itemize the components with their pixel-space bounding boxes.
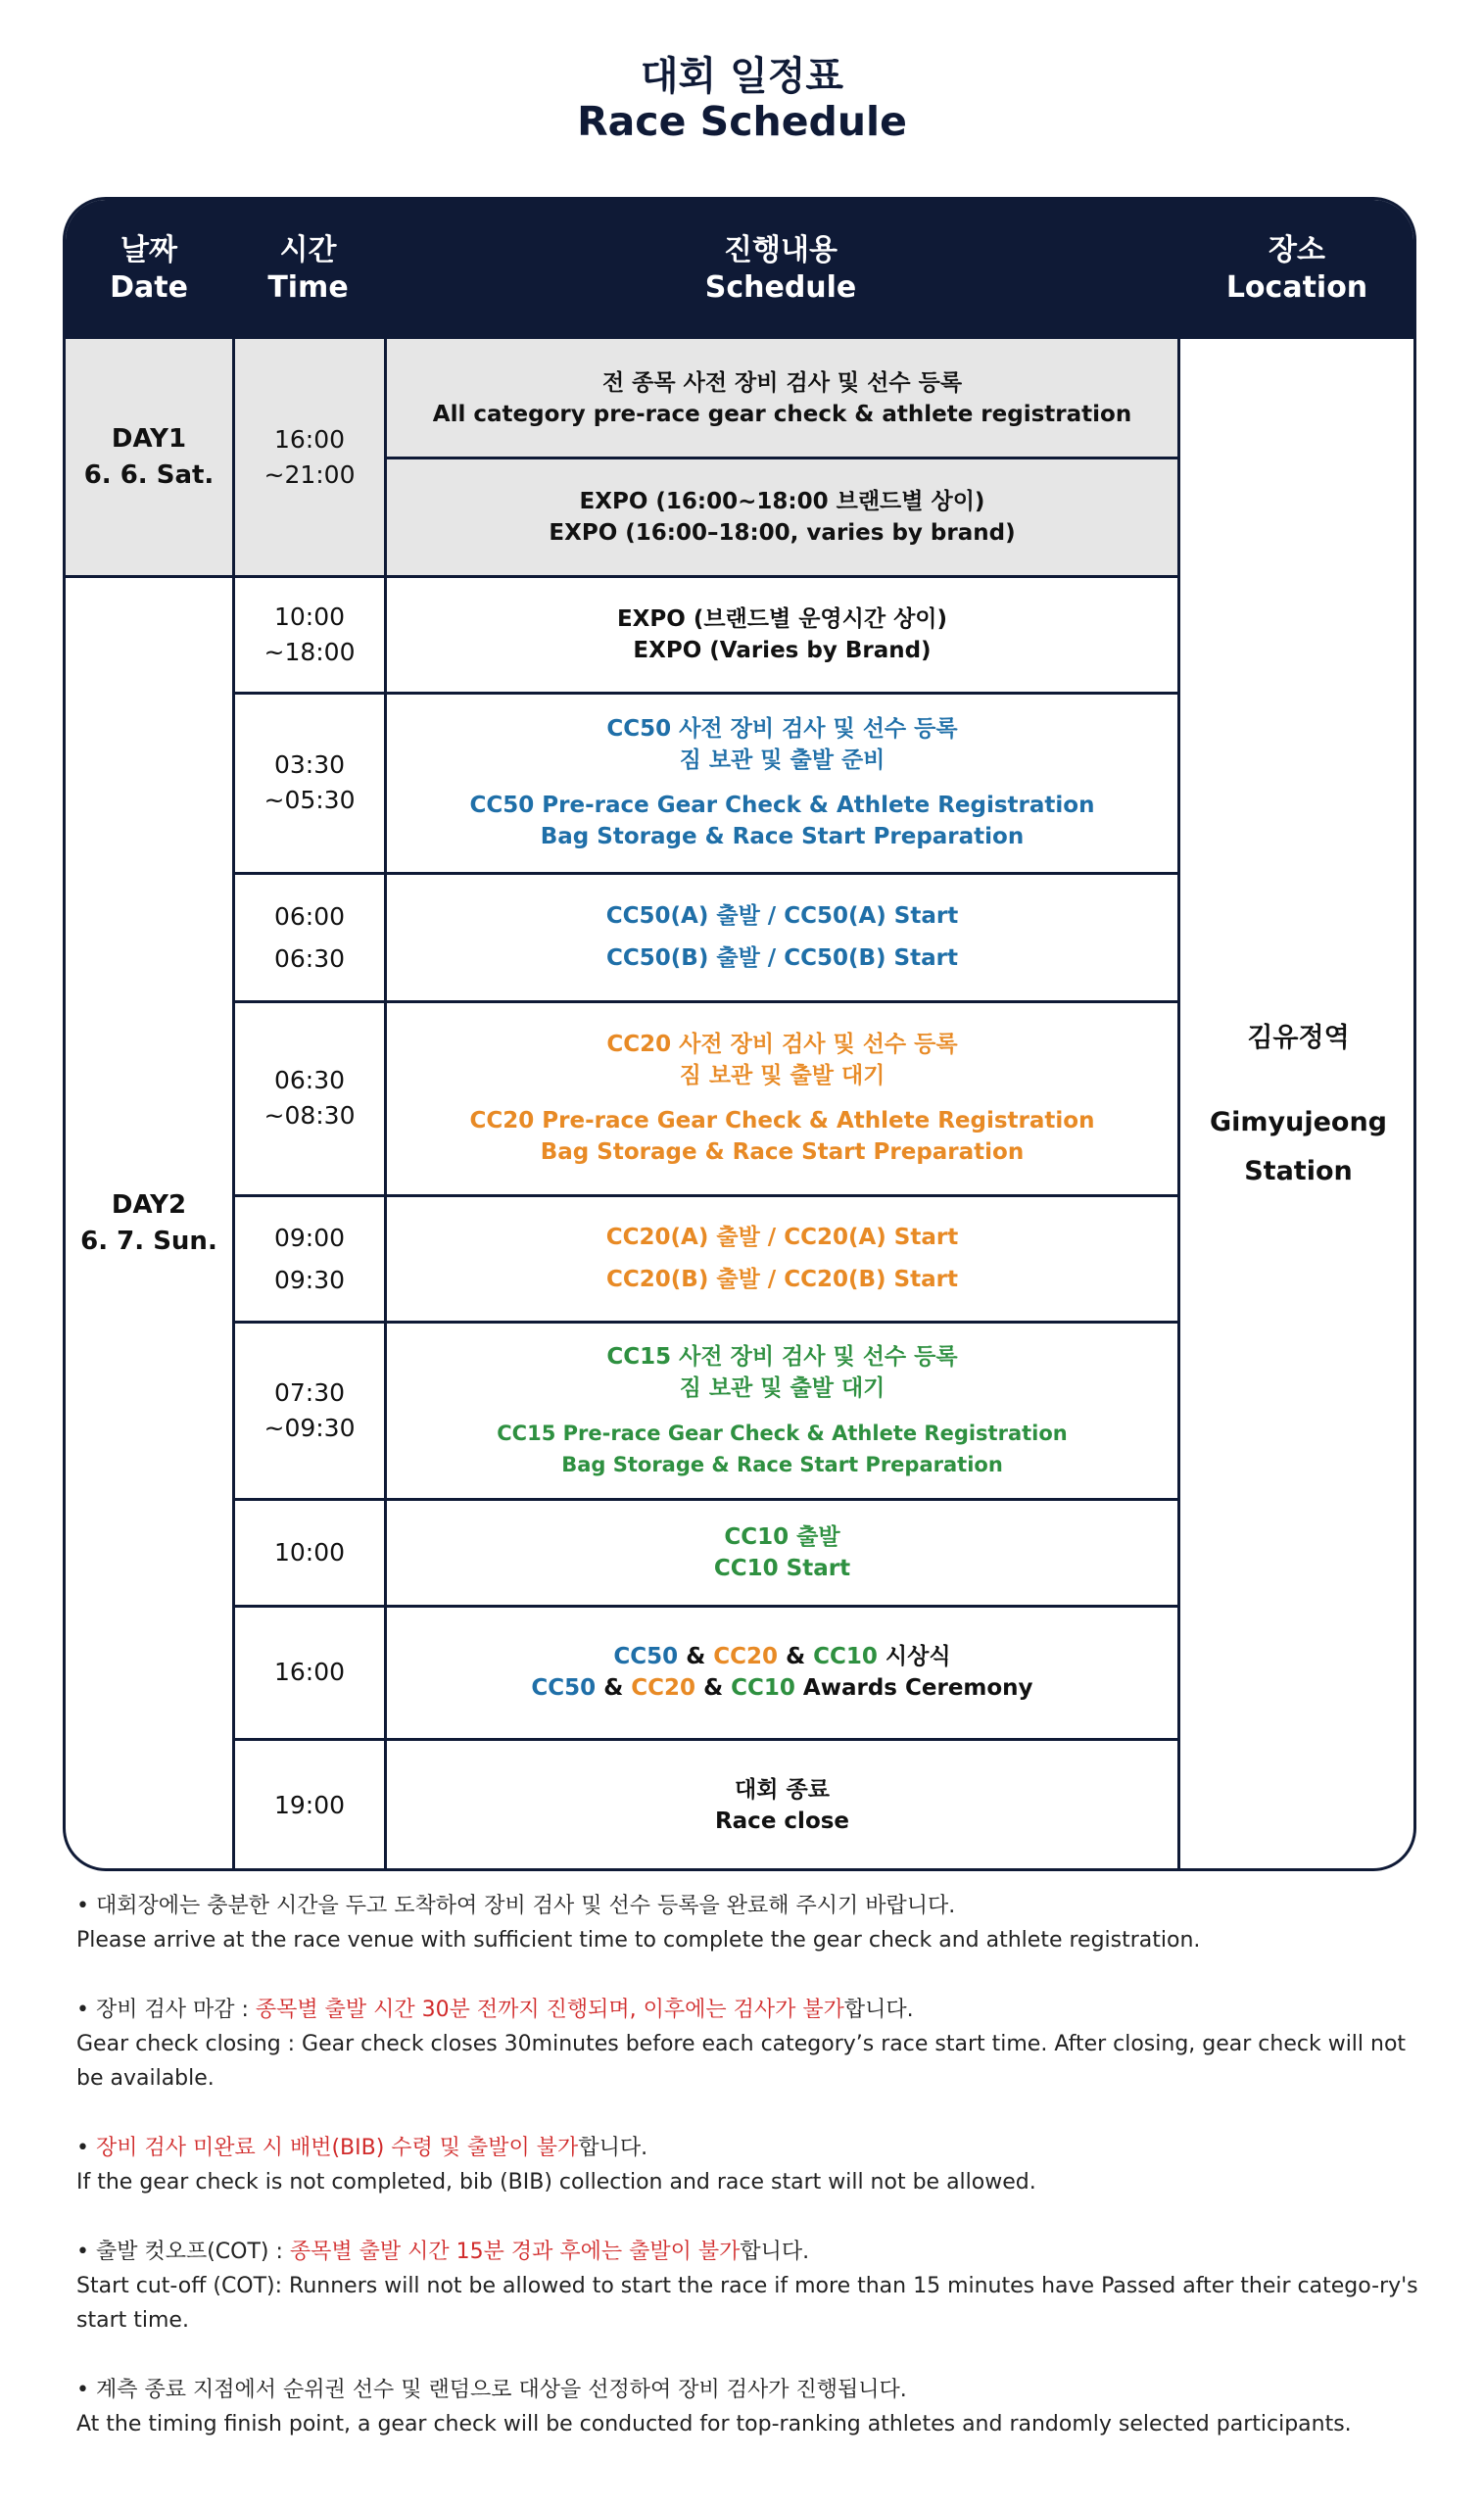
time-end: 09:30 [273,1265,346,1294]
note-text-ko [76,2131,1428,2165]
header-date-en: Date [110,270,188,305]
time-end: 06:30 [273,943,346,973]
header-location [1177,200,1416,339]
awards-line-en [531,1672,1032,1704]
note-cutoff [76,2235,1428,2338]
time-start: 10:00 [273,602,346,631]
schedule-table [63,197,1416,1871]
time-cell-r7 [235,1195,384,1322]
divider-horizontal [232,872,1177,875]
schedule-text-b: CC20(B) 출발 / CC20(B) Start [606,1266,958,1292]
day1-date-cell [66,339,232,576]
time-cell-r8 [235,1322,384,1499]
page-title-english: Race Schedule [577,98,907,145]
divider-vertical [232,339,235,1871]
schedule-text-en: CC10 Start [713,1555,851,1581]
header-time-ko: 시간 [279,233,337,267]
schedule-text-en: EXPO (Varies by Brand) [633,637,932,663]
cc50-label: CC50 [613,1644,679,1669]
header-location-en: Location [1225,270,1368,305]
note-text-en: If the gear check is not completed, bib (BIB) collection and race start will not be allowed. [76,2170,1036,2194]
schedule-row-6 [387,1001,1177,1195]
schedule-text-ko: 전 종목 사전 장비 검사 및 선수 등록 [601,369,963,396]
page-title-korean: 대회 일정표 [640,54,844,99]
time-cell-r5 [235,873,384,1001]
note-suffix: 합니다. [740,2240,810,2264]
location-en-line1: Gimyujeong [1209,1107,1388,1137]
note-prefix: • 출발 컷오프(COT) : [76,2240,290,2264]
note-gear-check-closing [76,1993,1428,2096]
note-highlight: 종목별 출발 시간 15분 경과 후에는 출발이 불가 [289,2240,741,2264]
divider-horizontal [232,1738,1177,1741]
time-cell-r11 [235,1739,384,1871]
schedule-row-3 [387,576,1177,693]
schedule-text-en: CC15 Pre-race Gear Check & Athlete Registration [497,1421,1068,1445]
header-time [232,200,384,339]
schedule-text-en: Race close [714,1808,850,1834]
schedule-text-ko: EXPO (16:00~18:00 브랜드별 상이) [579,488,985,514]
time-start: 03:30 [273,750,346,779]
time-cell-r10 [235,1606,384,1739]
time-start: 19:00 [273,1790,346,1819]
header-schedule-ko: 진행내용 [724,233,838,267]
ampersand: & [703,1675,724,1701]
ampersand: & [603,1675,624,1701]
time-cell-day1 [235,339,384,576]
time-start: 07:30 [273,1377,346,1407]
schedule-text-ko: EXPO (브랜드별 운영시간 상이) [616,605,948,632]
schedule-row-10 [387,1606,1177,1739]
schedule-text-en: CC20 Pre-race Gear Check & Athlete Registration [469,1108,1095,1133]
schedule-text-en-2: Bag Storage & Race Start Preparation [561,1452,1003,1476]
ampersand: & [686,1644,706,1669]
cc20-label: CC20 [631,1675,696,1701]
time-end: ~21:00 [263,460,356,489]
divider-horizontal [232,1605,1177,1608]
time-end: ~09:30 [263,1413,356,1442]
note-suffix: 합니다. [578,2136,648,2160]
schedule-text-ko: CC50 사전 장비 검사 및 선수 등록 [606,716,958,742]
schedule-row-8 [387,1322,1177,1499]
awards-line-ko [613,1641,950,1672]
note-prefix: • [76,2136,96,2160]
note-text-en: Start cut-off (COT): Runners will not be allowed to start the race if more than 15 minutes have Passed after their catego-ry's start time. [76,2274,1418,2333]
note-highlight: 종목별 출발 시간 30분 전까지 진행되며, 이후에는 검사가 불가 [255,1998,844,2022]
time-start: 10:00 [273,1537,346,1567]
day1-date: 6. 6. Sat. [83,460,215,490]
note-text-ko: • 계측 종료 지점에서 순위권 선수 및 랜덤으로 대상을 선정하여 장비 검사가 진행됩니다. [76,2378,907,2402]
schedule-text-en-2: Bag Storage & Race Start Preparation [540,1139,1025,1165]
header-schedule [384,200,1177,339]
schedule-text-ko-2: 짐 보관 및 출발 대기 [679,1375,886,1401]
header-schedule-en: Schedule [704,270,857,305]
schedule-text-en-2: Bag Storage & Race Start Preparation [540,824,1025,849]
schedule-row-1 [387,339,1177,458]
schedule-row-4 [387,693,1177,873]
time-end: ~05:30 [263,786,356,814]
divider-vertical [1177,339,1180,1871]
schedule-text-en: CC50 Pre-race Gear Check & Athlete Registration [469,793,1095,818]
schedule-text-ko: CC15 사전 장비 검사 및 선수 등록 [606,1343,958,1370]
divider-horizontal [66,575,1177,578]
schedule-row-11 [387,1739,1177,1871]
note-text-ko [76,2235,1428,2269]
cc50-label: CC50 [531,1675,597,1701]
divider-vertical [384,339,387,1871]
note-arrival [76,1889,1428,1957]
cc10-label: CC10 [731,1675,795,1701]
time-end: ~08:30 [263,1101,356,1130]
time-start: 16:00 [273,1658,346,1686]
divider-horizontal [232,1000,1177,1003]
location-en-line2: Station [1244,1156,1353,1186]
divider-horizontal [232,692,1177,695]
location-ko: 김유정역 [1247,1023,1350,1053]
time-cell-r4 [235,693,384,873]
header-time-en: Time [267,270,349,305]
time-start: 06:00 [273,901,346,931]
divider-horizontal [232,1194,1177,1197]
header-date-ko: 날짜 [120,233,177,267]
note-finish-check [76,2373,1428,2441]
divider-horizontal [232,1321,1177,1324]
day2-date-cell [66,576,232,1871]
schedule-text-en: EXPO (16:00–18:00, varies by brand) [549,519,1016,546]
time-start: 09:00 [273,1223,346,1252]
time-start: 06:30 [273,1066,346,1094]
day2-label: DAY2 [111,1190,187,1220]
schedule-row-2 [387,458,1177,576]
header-location-ko: 장소 [1269,233,1325,267]
schedule-text-b: CC50(B) 출발 / CC50(B) Start [606,944,958,971]
schedule-text-ko: 대회 종료 [735,1776,830,1803]
schedule-text-a: CC50(A) 출발 / CC50(A) Start [605,902,959,929]
time-cell-r9 [235,1499,384,1606]
time-cell-r3 [235,576,384,693]
note-prefix: • 장비 검사 마감 : [76,1998,256,2022]
day1-label: DAY1 [111,424,187,454]
awards-en: Awards Ceremony [802,1675,1033,1701]
divider-horizontal [384,457,1177,459]
schedule-text-ko: CC20 사전 장비 검사 및 선수 등록 [606,1032,958,1057]
note-bib [76,2131,1428,2199]
cc20-label: CC20 [713,1644,779,1669]
note-suffix: 합니다. [843,1998,914,2022]
awards-ko: 시상식 [885,1644,951,1669]
schedule-text-a: CC20(A) 출발 / CC20(A) Start [605,1224,959,1250]
note-text-ko [76,1993,1428,2027]
day2-date: 6. 7. Sun. [80,1227,217,1256]
schedule-text-ko-2: 짐 보관 및 출발 대기 [679,1063,886,1088]
schedule-text-ko: CC10 출발 [724,1523,840,1550]
ampersand: & [786,1644,806,1669]
schedule-row-7 [387,1195,1177,1322]
header-date [66,200,232,339]
schedule-text-ko-2: 짐 보관 및 출발 준비 [679,748,886,773]
schedule-text-en: All category pre-race gear check & athlete registration [432,401,1132,427]
time-end: ~18:00 [263,637,356,666]
note-text-en: Gear check closing : Gear check closes 30minutes before each category’s race start time. After closing, gear check will not be available. [76,2032,1407,2091]
note-text-en: Please arrive at the race venue with sufficient time to complete the gear check and athlete registration. [76,1928,1201,1953]
divider-horizontal [232,1498,1177,1501]
time-cell-r6 [235,1001,384,1195]
schedule-row-9 [387,1499,1177,1606]
note-text-en: At the timing finish point, a gear check will be conducted for top-ranking athletes and randomly selected participants. [76,2412,1352,2436]
note-text-ko: • 대회장에는 충분한 시간을 두고 도착하여 장비 검사 및 선수 등록을 완료해 주시기 바랍니다. [76,1894,956,1918]
schedule-row-5 [387,873,1177,1001]
cc10-label: CC10 [813,1644,878,1669]
location-cell [1180,339,1416,1871]
time-start: 16:00 [273,425,346,454]
note-highlight: 장비 검사 미완료 시 배번(BIB) 수령 및 출발이 불가 [95,2136,579,2160]
notes-section [76,1889,1428,2477]
